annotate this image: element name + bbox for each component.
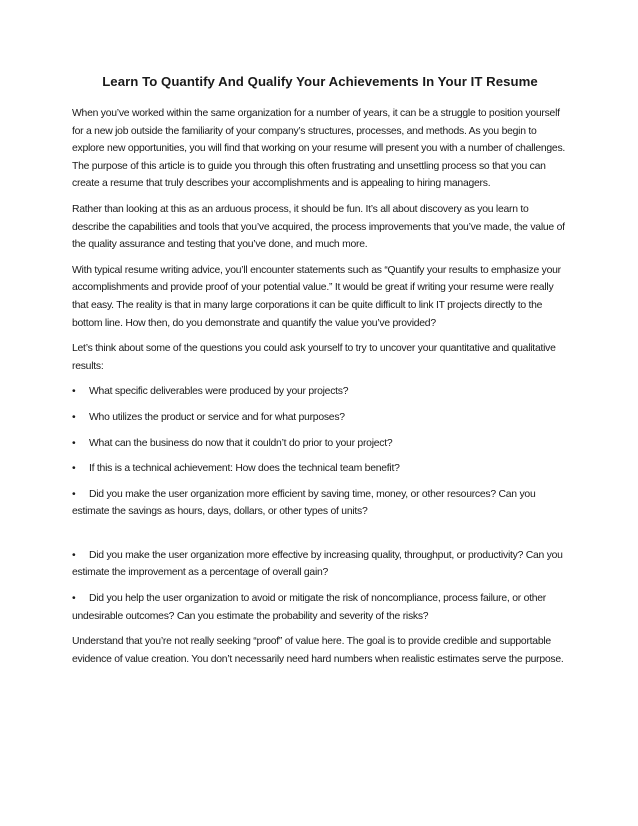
bullet-item xyxy=(72,460,568,478)
bullet-text: Did you make the user organization more efficient by saving time, money, or other resources? Can you estimate the savings as hours, days, dollars, or other types of units? xyxy=(72,488,536,518)
bullet-symbol: • xyxy=(72,549,76,561)
document-title: Learn To Quantify And Qualify Your Achievements In Your IT Resume xyxy=(102,74,538,89)
bullet-symbol: • xyxy=(72,488,76,500)
bullet-text: What specific deliverables were produced by your projects? xyxy=(89,386,349,398)
discovery-paragraph: Rather than looking at this as an arduous process, it should be fun. It’s all about discovery as you learn to describe the capabilities and tools that you’ve acquired, the process improvements that you’ve made, the value of the quality assurance and testing that you’ve done, and much more. xyxy=(72,203,565,251)
advice-paragraph: With typical resume writing advice, you’ll encounter statements such as “Quantify your results to emphasize your accomplishments and provide proof of your potential value.” It would be great if writing your resume were really that easy. The reality is that in many large corporations it can be quite difficult to link IT projects directly to the bottom line. How then, do you demonstrate and quantify the value you’ve provided? xyxy=(72,264,561,329)
intro-paragraph: When you’ve worked within the same organization for a number of years, it can be a struggle to position yourself for a new job outside the familiarity of your company’s structures, processes, and methods. As you begin to explore new opportunities, you will find that working on your resume will present you with a number of challenges. The purpose of this article is to guide you through this often frustrating and unsettling process so that you can create a resume that truly describes your accomplishments and is appealing to hiring managers. xyxy=(72,108,566,190)
bullet-text: What can the business do now that it couldn’t do prior to your project? xyxy=(89,437,393,449)
bullet-symbol: • xyxy=(72,593,76,605)
bullet-symbol: • xyxy=(72,437,76,449)
bullet-text: Did you help the user organization to avoid or mitigate the risk of noncompliance, process failure, or other undesirable outcomes? Can you estimate the probability and severity of the risks? xyxy=(72,593,547,622)
bullet-symbol: • xyxy=(72,386,76,398)
questions-intro-paragraph: Let’s think about some of the questions you could ask yourself to try to uncover your quantitative and qualitative results: xyxy=(72,343,556,372)
bullet-symbol: • xyxy=(72,411,76,423)
bullet-item xyxy=(72,590,568,625)
bullet-item xyxy=(72,547,568,582)
bullet-symbol: • xyxy=(72,463,76,475)
blank-spacer xyxy=(72,529,568,547)
conclusion-paragraph: Understand that you’re not really seeking “proof” of value here. The goal is to provide credible and supportable evidence of value creation. You don’t necessarily need hard numbers when realistic estimates serve the purpose. xyxy=(72,636,564,665)
bullet-text: Who utilizes the product or service and for what purposes? xyxy=(89,411,345,423)
bullet-text: Did you make the user organization more effective by increasing quality, throughput, or productivity? Can you estimate the improvement as a percentage of overall gain? xyxy=(72,549,563,579)
bullet-item xyxy=(72,486,568,521)
document-page xyxy=(72,74,568,676)
bullet-item xyxy=(72,383,568,401)
bullet-text: If this is a technical achievement: How does the technical team benefit? xyxy=(89,463,400,475)
bullet-item xyxy=(72,435,568,453)
bullet-item xyxy=(72,409,568,427)
